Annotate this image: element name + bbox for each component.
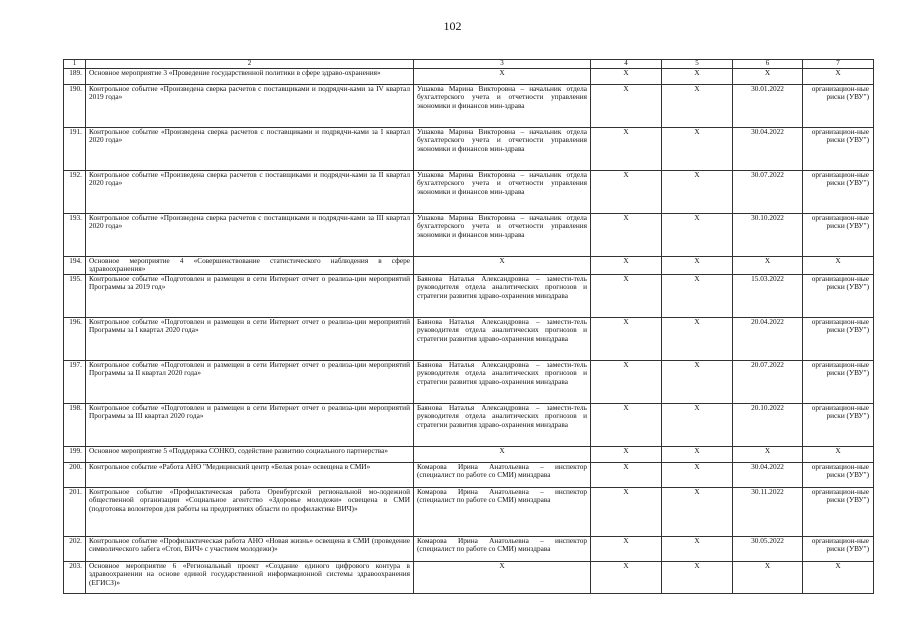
event-description: Основное мероприятие 4 «Совершенствование статистического наблюдения в сфере здравоохранения» xyxy=(86,257,414,275)
header-cell: 5 xyxy=(662,60,733,69)
row-number: 192. xyxy=(64,171,86,214)
deadline-date: 30.04.2022 xyxy=(733,462,803,487)
table-row xyxy=(64,536,874,561)
event-description: Контрольное событие «Произведена сверка расчетов с поставщиками и подрядчи-ками за III квартал 2020 года» xyxy=(86,214,414,257)
responsible-person: Ушакова Марина Викторовна – начальник отдела бухгалтерского учета и отчетности управления экономики и финансов мин-здрава xyxy=(414,128,591,171)
deadline-date: 20.10.2022 xyxy=(733,403,803,446)
table-row xyxy=(64,317,874,360)
table-row xyxy=(64,128,874,171)
column-4-value: Х xyxy=(591,446,662,462)
table-row xyxy=(64,403,874,446)
risk-note: организацион-ные риски (УВУ") xyxy=(803,360,874,403)
control-events-table xyxy=(63,59,874,594)
column-5-value: Х xyxy=(662,487,733,536)
column-5-value: Х xyxy=(662,128,733,171)
deadline-date: Х xyxy=(733,561,803,593)
header-cell: 2 xyxy=(86,60,414,69)
column-4-value: Х xyxy=(591,69,662,85)
row-number: 191. xyxy=(64,128,86,171)
row-number: 194. xyxy=(64,257,86,275)
risk-note: организацион-ные риски (УВУ") xyxy=(803,403,874,446)
column-5-value: Х xyxy=(662,317,733,360)
table-row xyxy=(64,171,874,214)
column-5-value: Х xyxy=(662,462,733,487)
responsible-person: Х xyxy=(414,561,591,593)
deadline-date: 30.11.2022 xyxy=(733,487,803,536)
responsible-person: Ушакова Марина Викторовна – начальник отдела бухгалтерского учета и отчетности управления экономики и финансов мин-здрава xyxy=(414,171,591,214)
table-row xyxy=(64,561,874,593)
event-description: Основное мероприятие 5 «Поддержка СОНКО, содействие развитию социального партнерства» xyxy=(86,446,414,462)
row-number: 202. xyxy=(64,536,86,561)
row-number: 195. xyxy=(64,274,86,317)
event-description: Основное мероприятие 6 «Региональный проект «Создание единого цифрового контура в здравоохранении на основе единой государственной информационной системы здравоохранения (ЕГИСЗ)» xyxy=(86,561,414,593)
deadline-date: 30.01.2022 xyxy=(733,85,803,128)
deadline-date: 30.04.2022 xyxy=(733,128,803,171)
risk-note: Х xyxy=(803,446,874,462)
deadline-date: Х xyxy=(733,69,803,85)
risk-note: Х xyxy=(803,257,874,275)
column-4-value: Х xyxy=(591,561,662,593)
risk-note: организацион-ные риски (УВУ") xyxy=(803,317,874,360)
deadline-date: Х xyxy=(733,257,803,275)
event-description: Основное мероприятие 3 «Проведение государственной политики в сфере здраво-охранения» xyxy=(86,69,414,85)
deadline-date: 30.05.2022 xyxy=(733,536,803,561)
responsible-person: Ушакова Марина Викторовна – начальник отдела бухгалтерского учета и отчетности управления экономики и финансов мин-здрава xyxy=(414,85,591,128)
risk-note: Х xyxy=(803,69,874,85)
event-description: Контрольное событие «Произведена сверка расчетов с поставщиками и подрядчи-ками за IV квартал 2019 года» xyxy=(86,85,414,128)
column-5-value: Х xyxy=(662,274,733,317)
responsible-person: Ушакова Марина Викторовна – начальник отдела бухгалтерского учета и отчетности управления экономики и финансов мин-здрава xyxy=(414,214,591,257)
responsible-person: Комарова Ирина Анатольевна – инспектор (специалист по работе со СМИ) минздрава xyxy=(414,487,591,536)
column-4-value: Х xyxy=(591,171,662,214)
deadline-date: Х xyxy=(733,446,803,462)
row-number: 203. xyxy=(64,561,86,593)
row-number: 197. xyxy=(64,360,86,403)
row-number: 201. xyxy=(64,487,86,536)
risk-note: организацион-ные риски (УВУ") xyxy=(803,85,874,128)
header-cell: 3 xyxy=(414,60,591,69)
table-row xyxy=(64,214,874,257)
row-number: 189. xyxy=(64,69,86,85)
event-description: Контрольное событие «Работа АНО "Медицинский центр «Белая роза» освещена в СМИ» xyxy=(86,462,414,487)
deadline-date: 15.03.2022 xyxy=(733,274,803,317)
event-description: Контрольное событие «Подготовлен и размещен в сети Интернет отчет о реализа-ции мероприятий Программы за II квартал 2020 года» xyxy=(86,360,414,403)
event-description: Контрольное событие «Профилактическая работа Оренбургской региональной мо-лодежной общественной организации «Социальное агентство «Здоровье молодежи» освещена в СМИ (подготовка волонтеров для работы на предприятиях области по профилактике ВИЧ)» xyxy=(86,487,414,536)
column-5-value: Х xyxy=(662,257,733,275)
column-5-value: Х xyxy=(662,561,733,593)
column-5-value: Х xyxy=(662,403,733,446)
event-description: Контрольное событие «Подготовлен и размещен в сети Интернет отчет о реализа-ции мероприятий Программы за 2019 год» xyxy=(86,274,414,317)
table-row xyxy=(64,446,874,462)
deadline-date: 20.04.2022 xyxy=(733,317,803,360)
risk-note: организацион-ные риски (УВУ") xyxy=(803,536,874,561)
column-4-value: Х xyxy=(591,128,662,171)
event-description: Контрольное событие «Произведена сверка расчетов с поставщиками и подрядчи-ками за II квартал 2020 года» xyxy=(86,171,414,214)
page-number: 102 xyxy=(443,19,462,33)
header-cell: 1 xyxy=(64,60,86,69)
column-4-value: Х xyxy=(591,274,662,317)
row-number: 190. xyxy=(64,85,86,128)
header-cell: 6 xyxy=(733,60,803,69)
column-4-value: Х xyxy=(591,360,662,403)
event-description: Контрольное событие «Профилактическая работа АНО «Новая жизнь» освещена в СМИ (проведение символического забега «Стоп, ВИЧ» с участием молодежи)» xyxy=(86,536,414,561)
risk-note: организацион-ные риски (УВУ") xyxy=(803,274,874,317)
column-4-value: Х xyxy=(591,214,662,257)
column-4-value: Х xyxy=(591,403,662,446)
row-number: 199. xyxy=(64,446,86,462)
table-row xyxy=(64,462,874,487)
table-row xyxy=(64,487,874,536)
deadline-date: 30.10.2022 xyxy=(733,214,803,257)
responsible-person: Баянова Наталья Александровна – замести-тель руководителя отдела аналитических прогнозов и стратегии развития здраво-охранения минздрава xyxy=(414,403,591,446)
column-5-value: Х xyxy=(662,85,733,128)
event-description: Контрольное событие «Подготовлен и размещен в сети Интернет отчет о реализа-ции мероприятий Программы за III квартал 2020 года» xyxy=(86,403,414,446)
table-row xyxy=(64,85,874,128)
column-4-value: Х xyxy=(591,462,662,487)
risk-note: организацион-ные риски (УВУ") xyxy=(803,171,874,214)
table-row xyxy=(64,274,874,317)
risk-note: организацион-ные риски (УВУ") xyxy=(803,487,874,536)
column-5-value: Х xyxy=(662,446,733,462)
risk-note: Х xyxy=(803,561,874,593)
row-number: 196. xyxy=(64,317,86,360)
row-number: 200. xyxy=(64,462,86,487)
event-description: Контрольное событие «Подготовлен и размещен в сети Интернет отчет о реализа-ции мероприятий Программы за I квартал 2020 года» xyxy=(86,317,414,360)
column-4-value: Х xyxy=(591,85,662,128)
responsible-person: Комарова Ирина Анатольевна – инспектор (специалист по работе со СМИ) минздрава xyxy=(414,536,591,561)
table-row xyxy=(64,257,874,275)
responsible-person: Баянова Наталья Александровна – замести-тель руководителя отдела аналитических прогнозов и стратегии развития здраво-охранения минздрава xyxy=(414,360,591,403)
responsible-person: Баянова Наталья Александровна – замести-тель руководителя отдела аналитических прогнозов и стратегии развития здраво-охранения минздрава xyxy=(414,274,591,317)
column-4-value: Х xyxy=(591,487,662,536)
header-cell: 4 xyxy=(591,60,662,69)
table-row xyxy=(64,360,874,403)
header-cell: 7 xyxy=(803,60,874,69)
column-5-value: Х xyxy=(662,360,733,403)
column-4-value: Х xyxy=(591,317,662,360)
column-5-value: Х xyxy=(662,69,733,85)
header-row xyxy=(64,60,874,69)
deadline-date: 30.07.2022 xyxy=(733,171,803,214)
risk-note: организацион-ные риски (УВУ") xyxy=(803,462,874,487)
responsible-person: Х xyxy=(414,257,591,275)
risk-note: организацион-ные риски (УВУ") xyxy=(803,128,874,171)
responsible-person: Х xyxy=(414,69,591,85)
column-5-value: Х xyxy=(662,536,733,561)
column-4-value: Х xyxy=(591,257,662,275)
column-4-value: Х xyxy=(591,536,662,561)
responsible-person: Комарова Ирина Анатольевна – инспектор (специалист по работе со СМИ) минздрава xyxy=(414,462,591,487)
row-number: 198. xyxy=(64,403,86,446)
risk-note: организацион-ные риски (УВУ") xyxy=(803,214,874,257)
responsible-person: Баянова Наталья Александровна – замести-тель руководителя отдела аналитических прогнозов и стратегии развития здраво-охранения минздрава xyxy=(414,317,591,360)
row-number: 193. xyxy=(64,214,86,257)
table-row xyxy=(64,69,874,85)
deadline-date: 20.07.2022 xyxy=(733,360,803,403)
event-description: Контрольное событие «Произведена сверка расчетов с поставщиками и подрядчи-ками за I квартал 2020 года» xyxy=(86,128,414,171)
column-5-value: Х xyxy=(662,214,733,257)
responsible-person: Х xyxy=(414,446,591,462)
column-5-value: Х xyxy=(662,171,733,214)
